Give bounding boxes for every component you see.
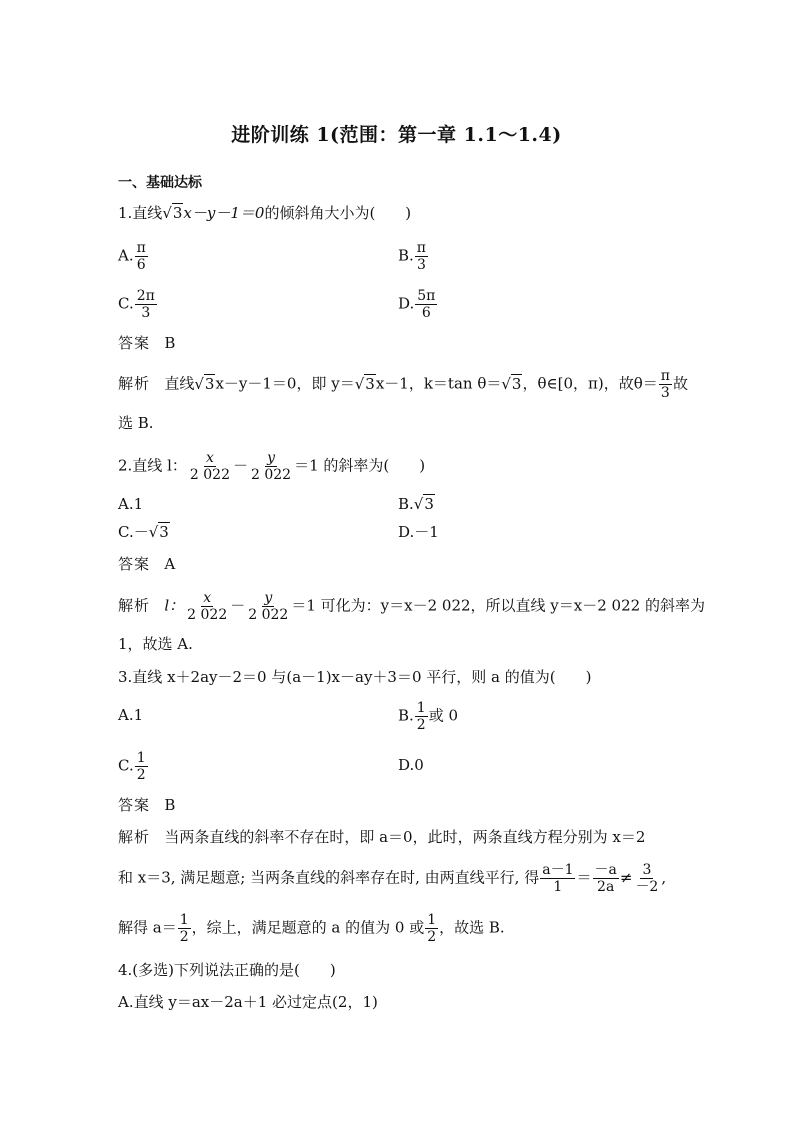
- q1-option-b: B. $\frac{\pi}{3}$: [398, 240, 426, 274]
- page-title: 进阶训练 1(范围：第一章 1.1～1.4): [231, 124, 562, 146]
- sqrt-3: √3: [162, 204, 183, 222]
- q1-option-d: D. $\frac{5\pi}{6}$: [398, 288, 436, 322]
- q2-solution-line1: 解析 l： $\frac{x}{2 022}$ － $\frac{y}{2 022}$ ＝1 可化为：y＝x－2 022，所以直线 y＝x－2 022 的斜率为: [118, 590, 705, 624]
- question-3-stem: 3.直线 x＋2ay－2＝0 与(a－1)x－ay＋3＝0 平行，则 a 的值为( ): [118, 668, 592, 686]
- fraction: $\frac{x}{2 022}$: [189, 450, 230, 484]
- fraction: $\frac{1}{2}$: [416, 700, 426, 734]
- q1-stem-post: 的倾斜角大小为( ): [264, 204, 412, 222]
- q3-answer: 答案 B: [118, 796, 176, 814]
- fraction: $\frac{2\pi}{3}$: [136, 288, 155, 322]
- q2-solution-line2: 1，故选 A.: [118, 635, 193, 653]
- q1-solution-line2: 选 B.: [118, 414, 154, 432]
- fraction: $\frac{1}{2}$: [136, 750, 146, 784]
- q1-option-c: C. $\frac{2\pi}{3}$: [118, 288, 155, 322]
- q2-option-b: B.√3: [398, 495, 434, 513]
- q3-solution-line2: 和 x＝3, 满足题意; 当两条直线的斜率存在时, 由两直线平行, 得 $\frac{a-1}{1}$ ＝ $\frac{-a}{2a}$ ≠ $\frac{3}{-2}$ ,: [118, 862, 667, 896]
- q2-option-c: C.－√3: [118, 523, 169, 541]
- question-4-stem: 4.(多选)下列说法正确的是( ): [118, 961, 336, 979]
- q1-option-a: A. $\frac{\pi}{6}$: [118, 240, 146, 274]
- q4-option-a: A.直线 y＝ax－2a＋1 必过定点(2，1): [118, 993, 378, 1011]
- q2-answer: 答案 A: [118, 555, 176, 573]
- q3-option-a: A.1: [118, 706, 144, 724]
- fraction: $\frac{-a}{2a}$: [594, 862, 617, 896]
- q2-option-d: D.－1: [398, 523, 439, 541]
- fraction: $\frac{x}{2 022}$: [187, 590, 228, 624]
- q1-stem-pre: 1.直线: [118, 204, 163, 222]
- fraction: $\frac{y}{2 022}$: [251, 450, 292, 484]
- q3-option-d: D.0: [398, 756, 424, 774]
- q1-eq-tail: x－y－1＝0: [183, 204, 265, 222]
- q2-option-a: A.1: [118, 495, 144, 513]
- q3-option-c: C. $\frac{1}{2}$: [118, 750, 146, 784]
- fraction: $\frac{y}{2 022}$: [248, 590, 289, 624]
- fraction: $\frac{a-1}{1}$: [542, 862, 574, 896]
- question-2-stem: 2.直线 l： $\frac{x}{2 022}$ － $\frac{y}{2 022}$ ＝1 的斜率为( ): [118, 450, 426, 484]
- fraction: $\frac{\pi}{3}$: [660, 368, 670, 402]
- fraction: $\frac{3}{-2}$: [635, 862, 659, 896]
- q1-solution-line1: 解析 直线√3x－y－1＝0，即 y＝√3x－1，k＝tan θ＝√3，θ∈[0，π)，故θ＝ $\frac{\pi}{3}$ 故: [118, 368, 688, 402]
- fraction: $\frac{\pi}{3}$: [416, 240, 426, 274]
- section-heading: 一、基础达标: [118, 175, 202, 191]
- question-1-stem: [118, 206, 411, 221]
- fraction: $\frac{1}{2}$: [179, 912, 189, 946]
- fraction: $\frac{5\pi}{6}$: [417, 288, 436, 322]
- q3-solution-line3: 解得 a＝ $\frac{1}{2}$ ，综上，满足题意的 a 的值为 0 或 $\frac{1}{2}$ ，故选 B.: [118, 912, 505, 946]
- fraction: $\frac{1}{2}$: [427, 912, 437, 946]
- q3-solution-line1: 解析 当两条直线的斜率不存在时，即 a＝0，此时，两条直线方程分别为 x＝2: [118, 828, 646, 846]
- q3-option-b: B. $\frac{1}{2}$ 或 0: [398, 700, 459, 734]
- q1-answer: 答案 B: [118, 334, 176, 352]
- fraction: $\frac{\pi}{6}$: [136, 240, 146, 274]
